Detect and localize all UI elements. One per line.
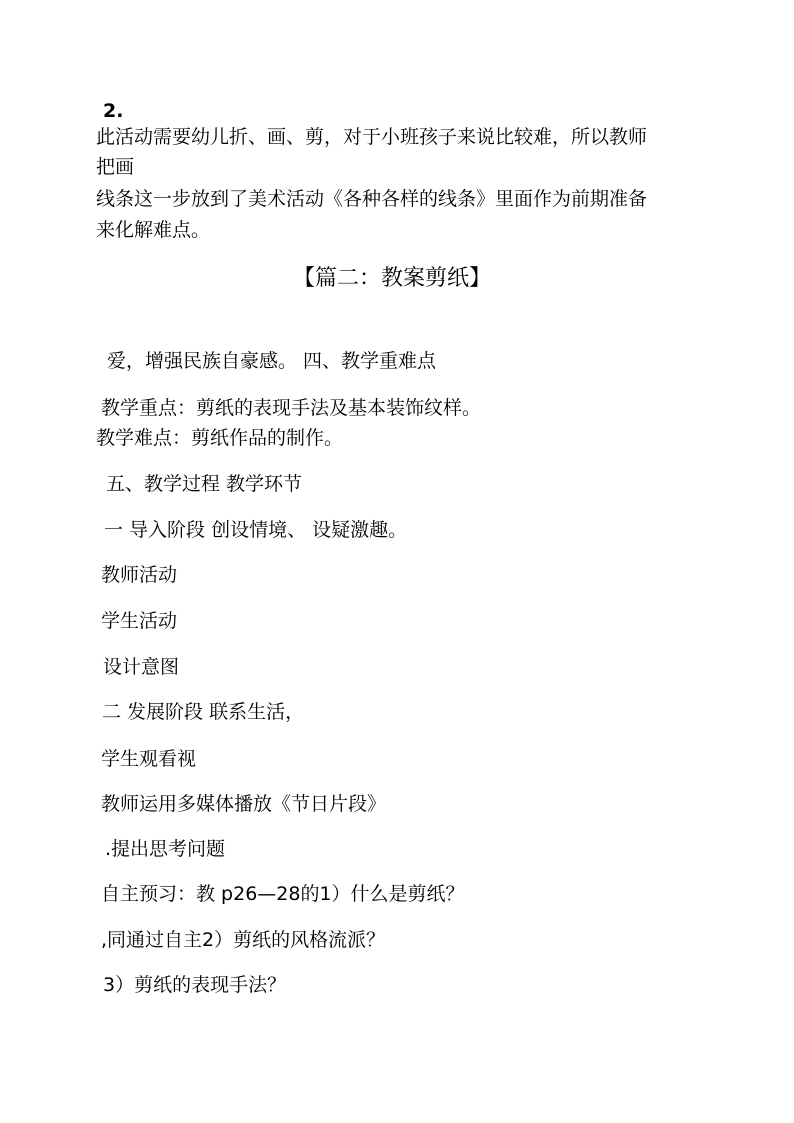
body-line-4: 五、教学过程 教学环节 [106,473,303,495]
intro-line-2: 把画 [96,156,135,178]
intro-line-4: 来化解难点。 [96,219,211,241]
body-line-13: 自主预习：教 p26—28的1）什么是剪纸？ [101,883,465,905]
body-line-5: 一 导入阶段 创设情境、 设疑激趣。 [104,519,408,541]
body-line-11: 教师运用多媒体播放《节日片段》 [101,793,387,815]
body-line-8: 设计意图 [103,656,180,678]
body-line-3: 教学难点：剪纸作品的制作。 [96,427,344,449]
intro-line-1: 此活动需要幼儿折、画、剪，对于小班孩子来说比较难，所以教师 [96,126,648,148]
body-line-6: 教师活动 [101,564,178,586]
intro-line-3: 线条这一步放到了美术活动《各种各样的线条》里面作为前期准备 [96,188,648,210]
body-line-7: 学生活动 [101,610,178,632]
body-line-12: .提出思考问题 [105,838,226,860]
body-line-2: 教学重点：剪纸的表现手法及基本装饰纹样。 [101,397,482,419]
body-line-1: 爱，增强民族自豪感。 四、教学重难点 [107,350,437,372]
body-line-15: 3）剪纸的表现手法？ [103,974,287,996]
body-line-14: ,同通过自主2）剪纸的风格流派？ [101,929,386,951]
item-number: 2. [103,100,124,122]
body-line-9: 二 发展阶段 联系生活， [102,701,305,723]
section-title: 【篇二：教案剪纸】 [293,266,492,291]
body-line-10: 学生观看视 [101,748,197,770]
